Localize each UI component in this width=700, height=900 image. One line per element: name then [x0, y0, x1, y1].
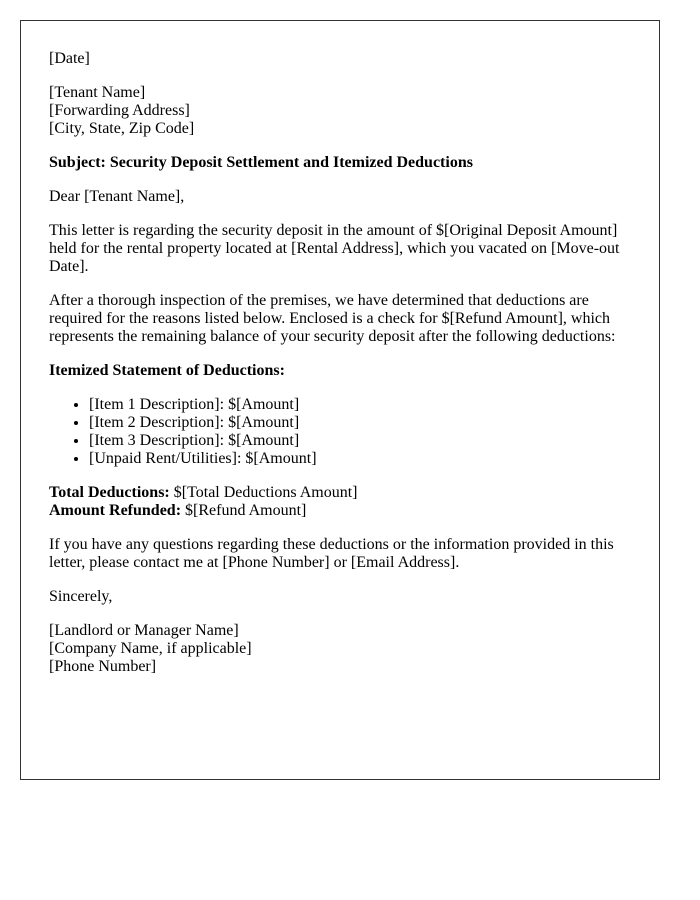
totals-block — [49, 484, 631, 520]
signature-phone: [Phone Number] — [49, 658, 157, 675]
total-deductions-row — [49, 484, 631, 502]
amount-refunded-label: Amount Refunded: — [49, 502, 182, 519]
deductions-heading: Itemized Statement of Deductions: — [49, 362, 285, 379]
recipient-block — [49, 84, 631, 138]
deductions-list — [49, 396, 631, 468]
total-deductions-label: Total Deductions: — [49, 484, 170, 501]
total-deductions-value: $[Total Deductions Amount] — [169, 484, 358, 501]
deduction-item: • [Item 1 Description]: $[Amount] — [89, 396, 631, 414]
salutation: Dear [Tenant Name], — [49, 188, 185, 205]
subject-line: Subject: Security Deposit Settlement and Itemized Deductions — [49, 154, 473, 171]
closing-paragraph: If you have any questions regarding these deductions or the information provided in this letter, please contact me at [Phone Number] or [Email Address]. — [49, 536, 614, 571]
signature-name: [Landlord or Manager Name] — [49, 622, 239, 639]
amount-refunded-value: $[Refund Amount] — [181, 502, 307, 519]
recipient-name: [Tenant Name] — [49, 84, 146, 101]
deduction-item: • [Unpaid Rent/Utilities]: $[Amount] — [89, 450, 631, 468]
deduction-item: • [Item 3 Description]: $[Amount] — [89, 432, 631, 450]
recipient-city-state-zip: [City, State, Zip Code] — [49, 120, 195, 137]
recipient-address: [Forwarding Address] — [49, 102, 190, 119]
body-paragraph-deposit: This letter is regarding the security deposit in the amount of $[Original Deposit Amount] held for the rental property located at [Rental Address], which you vacated on [Move-out Date]. — [49, 222, 620, 275]
signature-company: [Company Name, if applicable] — [49, 640, 252, 657]
deduction-item: • [Item 2 Description]: $[Amount] — [89, 414, 631, 432]
closing: Sincerely, — [49, 588, 113, 605]
signature-block — [49, 622, 631, 676]
amount-refunded-row — [49, 502, 631, 520]
body-paragraph-inspection: After a thorough inspection of the premises, we have determined that deductions are required for the reasons listed below. Enclosed is a check for $[Refund Amount], which represents the remaining balance of your security deposit after the following deductions: — [49, 292, 616, 345]
letter-date: [Date] — [49, 50, 90, 67]
letter-page — [20, 20, 660, 780]
